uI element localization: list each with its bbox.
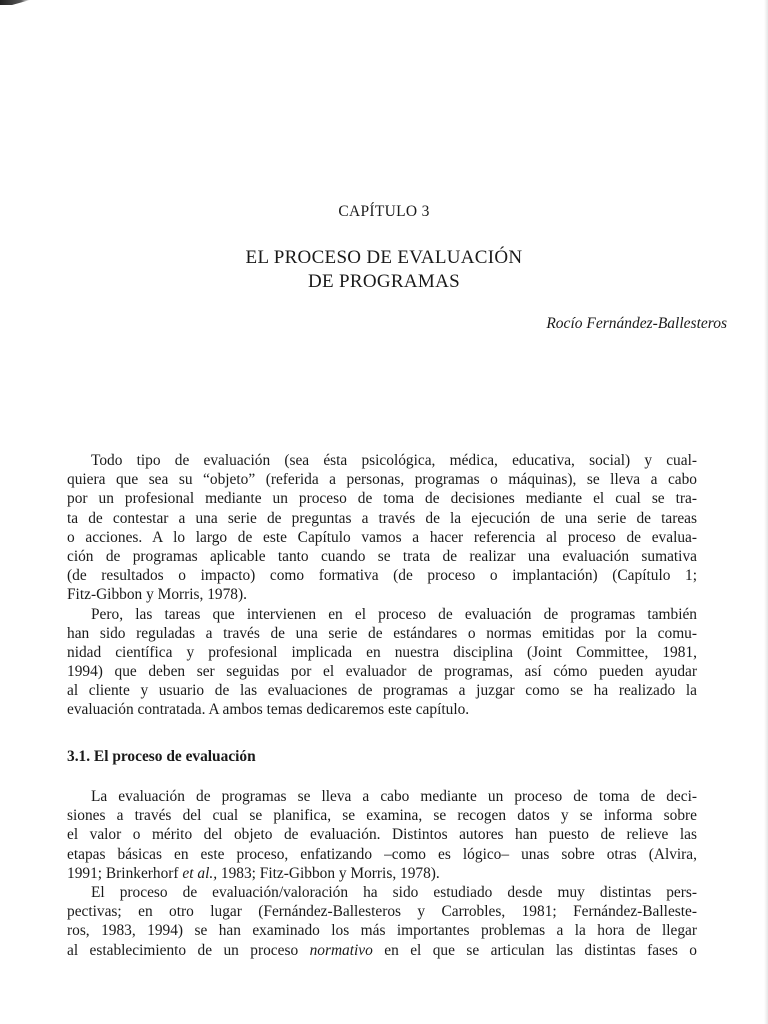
- chapter-label: CAPÍTULO 3: [338, 203, 430, 220]
- text-line: ta de contestar a una serie de preguntas a través de la ejecución de una serie de tareas: [67, 509, 697, 527]
- section-text: [67, 787, 697, 960]
- text-run-italic: et al.,: [182, 864, 218, 882]
- section-heading: 3.1. El proceso de evaluación: [67, 748, 256, 765]
- chapter-title: [0, 246, 768, 294]
- text-line: ción de programas aplicable tanto cuando se trata de realizar una evaluación sumativa: [67, 547, 697, 565]
- text-line: El proceso de evaluación/valoración ha sido estudiado desde muy distintas pers-: [91, 883, 697, 901]
- chapter-title-line-1: EL PROCESO DE EVALUACIÓN: [245, 247, 523, 268]
- chapter-title-line-2: DE PROGRAMAS: [308, 271, 460, 292]
- text-run: 1983; Fitz-Gibbon y Morris, 1978).: [217, 864, 440, 882]
- text-line: nidad científica y profesional implicada en nuestra disciplina (Joint Committee, 1981,: [67, 643, 697, 661]
- text-line: pectivas; en otro lugar (Fernández-Ballesteros y Carrobles, 1981; Fernández-Balleste-: [67, 903, 697, 921]
- text-line: el valor o mérito del objeto de evaluación. Distintos autores han puesto de relieve las: [67, 826, 697, 844]
- text-run: en el que se articulan las distintas fases o: [372, 941, 697, 959]
- text-run: al establecimiento de un proceso: [67, 941, 310, 959]
- text-run-italic: normativo: [309, 941, 373, 959]
- text-line: por un profesional mediante un proceso de toma de decisiones mediante el cual se tra-: [67, 490, 697, 508]
- text-line: 1994) que deben ser seguidas por el evaluador de programas, así cómo pueden ayudar: [67, 663, 697, 681]
- text-line: Fitz-Gibbon y Morris, 1978).: [67, 586, 247, 604]
- text-run: 1991; Brinkerhorf: [67, 864, 183, 882]
- text-line: quiera que sea su “objeto” (referida a personas, programas o máquinas), se lleva a cabo: [67, 471, 697, 489]
- chapter-author: Rocío Fernández-Ballesteros: [546, 315, 727, 332]
- text-line: La evaluación de programas se lleva a cabo mediante un proceso de toma de deci-: [91, 788, 697, 805]
- scan-edge-right: [764, 0, 768, 1024]
- text-line: evaluación contratada. A ambos temas dedicaremos este capítulo.: [67, 701, 470, 719]
- text-line: Todo tipo de evaluación (sea ésta psicológica, médica, educativa, social) y cual-: [91, 452, 697, 469]
- text-line: [67, 864, 697, 883]
- text-line: etapas básicas en este proceso, enfatizando –como es lógico– unas sobre otras (Alvira,: [67, 845, 697, 863]
- text-line: o acciones. A lo largo de este Capítulo vamos a hacer referencia al proceso de evalua-: [67, 528, 697, 546]
- text-line: (de resultados o impacto) como formativa (de proceso o implantación) (Capítulo 1;: [67, 567, 697, 585]
- text-line: siones a través del cual se planifica, se examina, se recogen datos y se informa sobre: [67, 807, 697, 825]
- text-line: ros, 1983, 1994) se han examinado los más importantes problemas a la hora de llegar: [67, 922, 697, 940]
- text-line: al cliente y usuario de las evaluaciones de programas a juzgar como se ha realizado la: [67, 682, 697, 700]
- text-line: han sido reguladas a través de una serie de estándares o normas emitidas por la comu-: [67, 624, 697, 642]
- scan-edge-top: [0, 0, 30, 5]
- text-line: Pero, las tareas que intervienen en el proceso de evaluación de programas también: [91, 605, 697, 623]
- intro-text: [67, 451, 697, 720]
- text-line: [67, 941, 697, 960]
